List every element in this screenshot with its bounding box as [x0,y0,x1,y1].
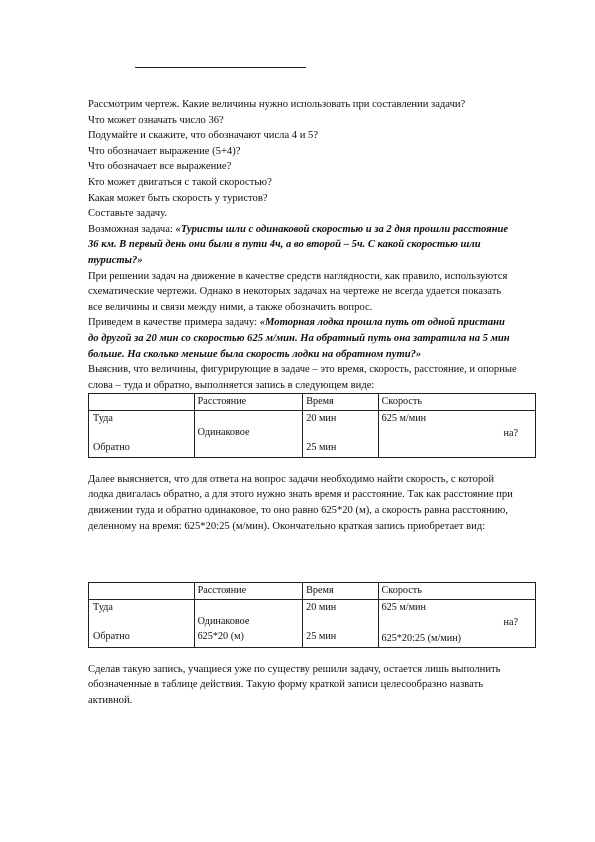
document-body [88,97,518,708]
table-2-time-there: 20 мин [306,601,337,613]
table-2-speed-question: на? [503,617,518,629]
task2-paragraph [88,315,518,362]
table-1-time-back: 25 мин [306,442,337,454]
table-1-speed-question: на? [503,428,518,440]
table-1-body-row [89,410,536,457]
task1-text: «Туристы шли с одинаковой скоростью и за 2 дня прошли расстояние 36 км. В первый день они были в пути 4ч, а во второй – 5ч. С какой скоростью шли туристы?» [88,223,509,266]
table-1-header-time: Время [303,394,378,411]
task2-prefix: Приведем в качестве примера задачу: [88,317,260,329]
intro-line-4: Что обозначает все выражение? [88,161,232,173]
table-2-header-time: Время [303,583,378,600]
table-2-header-row [89,583,536,600]
intro-line-5: Кто может двигаться с такой скоростью? [88,176,272,188]
task1-paragraph [88,222,518,269]
paragraph-2: Выяснив, что величины, фигурирующие в задаче – это время, скорость, расстояние, и опорные слова – туда и обратно, выполняется запись в следующем виде: [88,364,517,391]
intro-line-1: Что может означать число 36? [88,114,224,126]
table-1-time-there: 20 мин [306,412,337,424]
task2-text: «Моторная лодка прошла путь от одной пристани до другой за 20 мин со скоростью 625 м/мин. На обратный путь она затратила на 5 мин больше. На сколько меньше была скорость лодки на обратном пути?» [88,317,510,360]
table-1-speed-there: 625 м/мин [381,412,427,424]
table-2-header-distance: Расстояние [194,583,303,600]
table-2-speed-there: 625 м/мин [381,601,426,613]
intro-line-6: Какая может быть скорость у туристов? [88,192,268,204]
table-1-header-row [89,394,536,411]
table-1 [88,393,536,458]
paragraph-3: Далее выясняется, что для ответа на вопрос задачи необходимо найти скорость, с которой лодка двигалась обратно, а для этого нужно знать время и расстояние. Так как расстояние при движении туда и обратно одинаковое, то оно равно 625*20 (м), а скорость равна расстоянию, деленному на время: 625*20:25 (м/мин). Окончательно краткая запись приобретает вид: [88,473,513,532]
table-2-row-back: Обратно [93,631,130,643]
intro-line-2: Подумайте и скажите, что обозначают числа 4 и 5? [88,130,319,142]
task1-prefix: Возможная задача: [88,223,176,235]
table-1-row-back: Обратно [93,442,130,454]
intro-line-7: Составьте задачу. [88,208,167,220]
table-2-header-speed: Скорость [378,583,536,600]
table-2-time-back: 25 мин [306,631,337,643]
table-2-header-empty [89,583,195,600]
table-2-speed-back: 625*20:25 (м/мин) [381,633,462,645]
paragraph-1: При решении задач на движение в качестве средств наглядности, как правило, используются схематические чертежи. Однако в некоторых задачах на чертеже не всегда удается показать все величины и связи между ними, а также обозначить вопрос. [88,270,508,313]
top-rule [135,67,306,68]
paragraph-4: Сделав такую запись, учащиеся уже по существу решили задачу, остается лишь выполнить обозначенные в таблице действия. Такую форму краткой записи целесообразно назвать активной. [88,663,501,706]
table-2-row-there: Туда [93,601,113,613]
table-2-body-row [89,599,536,647]
intro-line-0: Рассмотрим чертеж. Какие величины нужно использовать при составлении задачи? [88,99,466,110]
table-1-header-speed: Скорость [378,394,535,411]
table-2-distance: Одинаковое [197,615,250,627]
table-2-distance-expr: 625*20 (м) [197,631,244,643]
table-1-header-distance: Расстояние [194,394,303,411]
intro-line-3: Что обозначает выражение (5+4)? [88,145,241,157]
table-1-row-there: Туда [93,412,113,424]
table-2 [88,582,536,647]
table-1-distance: Одинаковое [197,426,250,438]
table-1-header-empty [89,394,195,411]
